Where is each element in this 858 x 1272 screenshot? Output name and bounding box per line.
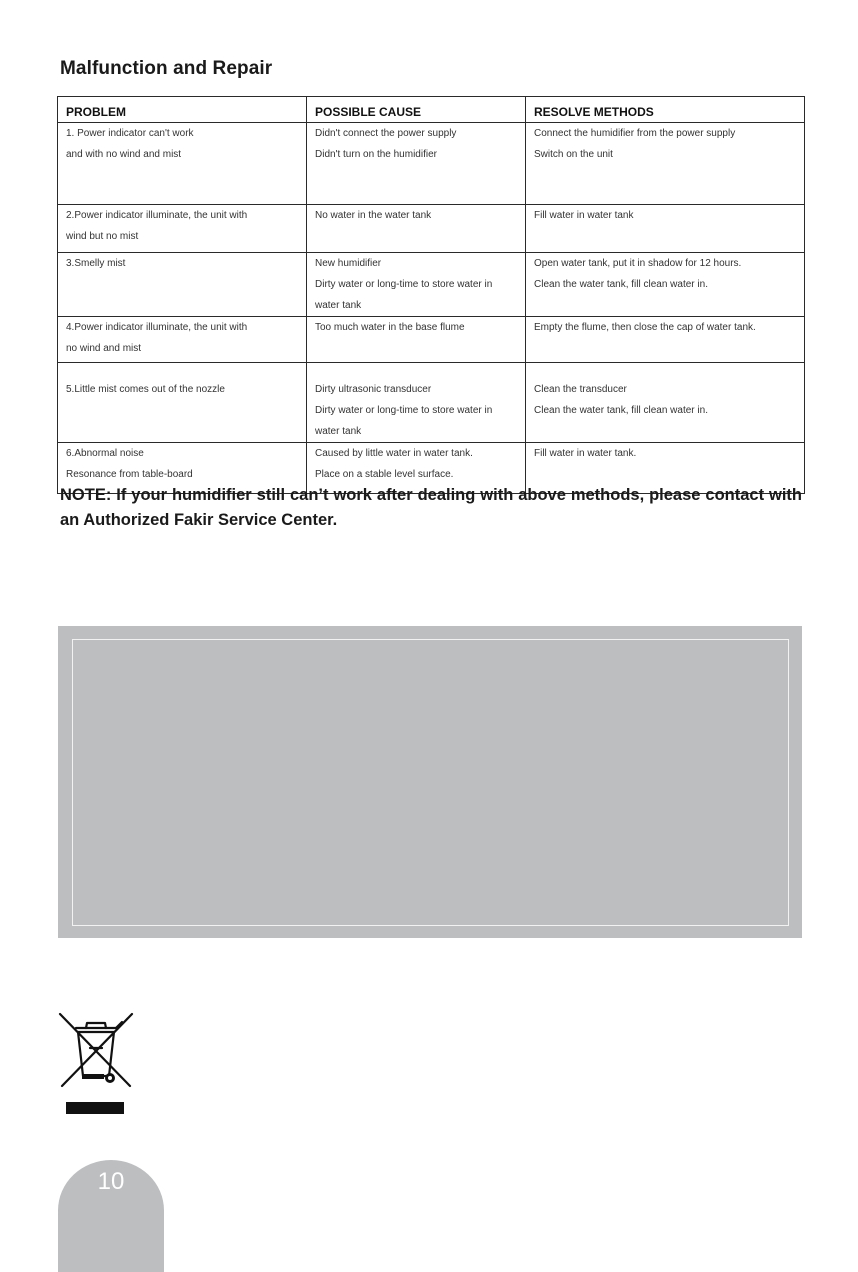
- cause-line: Dirty water or long-time to store water in: [315, 405, 493, 416]
- cause-line: Too much water in the base flume: [315, 322, 465, 333]
- cause-line: water tank: [315, 300, 362, 311]
- resolve-line: Fill water in water tank.: [534, 448, 637, 459]
- service-note: NOTE: If your humidifier still can’t work after dealing with above methods, please contact with an Authorized Fakir Service Center.: [60, 486, 802, 529]
- cause-line: Didn't connect the power supply: [315, 128, 457, 139]
- table-row: [58, 123, 805, 205]
- cause-line: New humidifier: [315, 258, 382, 269]
- problem-line: 5.Little mist comes out of the nozzle: [66, 384, 225, 395]
- cause-line: Dirty ultrasonic transducer: [315, 384, 432, 395]
- cause-cell: [307, 123, 526, 205]
- header-resolve-methods: RESOLVE METHODS: [526, 97, 805, 123]
- cause-line: Caused by little water in water tank.: [315, 448, 473, 459]
- problem-cell: [58, 253, 307, 317]
- table-row: [58, 317, 805, 363]
- header-possible-cause: POSSIBLE CAUSE: [307, 97, 526, 123]
- resolve-cell: [526, 363, 805, 443]
- problem-line: 3.Smelly mist: [66, 258, 126, 269]
- resolve-cell: [526, 123, 805, 205]
- weee-underline-bar: [66, 1102, 124, 1114]
- resolve-cell: [526, 205, 805, 253]
- resolve-line: Clean the water tank, fill clean water in.: [534, 279, 708, 290]
- problem-cell: [58, 205, 307, 253]
- table-header-row: [58, 97, 805, 123]
- table-row: [58, 363, 805, 443]
- cause-cell: [307, 317, 526, 363]
- resolve-line: Clean the water tank, fill clean water in.: [534, 405, 708, 416]
- cause-cell: [307, 363, 526, 443]
- cause-line: Didn't turn on the humidifier: [315, 149, 437, 160]
- resolve-cell: [526, 317, 805, 363]
- problem-cell: [58, 317, 307, 363]
- problem-line: and with no wind and mist: [66, 149, 182, 160]
- table-row: [58, 253, 805, 317]
- resolve-line: Open water tank, put it in shadow for 12 hours.: [534, 258, 742, 269]
- resolve-cell: [526, 253, 805, 317]
- header-problem: PROBLEM: [58, 97, 307, 123]
- gray-panel: [58, 626, 802, 938]
- page-number: 10: [97, 1168, 125, 1195]
- resolve-line: Fill water in water tank: [534, 210, 634, 221]
- problem-line: 4.Power indicator illuminate, the unit with: [66, 322, 248, 333]
- cause-line: water tank: [315, 426, 362, 437]
- resolve-line: Connect the humidifier from the power supply: [534, 128, 736, 139]
- page-title: Malfunction and Repair: [60, 58, 273, 79]
- problem-line: Resonance from table-board: [66, 469, 193, 480]
- problem-line: 1. Power indicator can't work: [66, 128, 194, 139]
- cause-line: No water in the water tank: [315, 210, 432, 221]
- problem-cell: [58, 363, 307, 443]
- troubleshooting-table: [57, 96, 805, 494]
- gray-panel-frame: [72, 639, 789, 926]
- problem-line: 2.Power indicator illuminate, the unit with: [66, 210, 248, 221]
- problem-line: 6.Abnormal noise: [66, 448, 144, 459]
- resolve-line: Switch on the unit: [534, 149, 613, 160]
- cause-line: Place on a stable level surface.: [315, 469, 454, 480]
- resolve-line: Clean the transducer: [534, 384, 627, 395]
- table-row: [58, 205, 805, 253]
- crossed-out-wheelie-bin-icon: [56, 1012, 136, 1092]
- problem-line: no wind and mist: [66, 343, 142, 354]
- cause-line: Dirty water or long-time to store water in: [315, 279, 493, 290]
- problem-cell: [58, 123, 307, 205]
- cause-cell: [307, 205, 526, 253]
- problem-line: wind but no mist: [66, 231, 139, 242]
- resolve-line: Empty the flume, then close the cap of water tank.: [534, 322, 756, 333]
- cause-cell: [307, 253, 526, 317]
